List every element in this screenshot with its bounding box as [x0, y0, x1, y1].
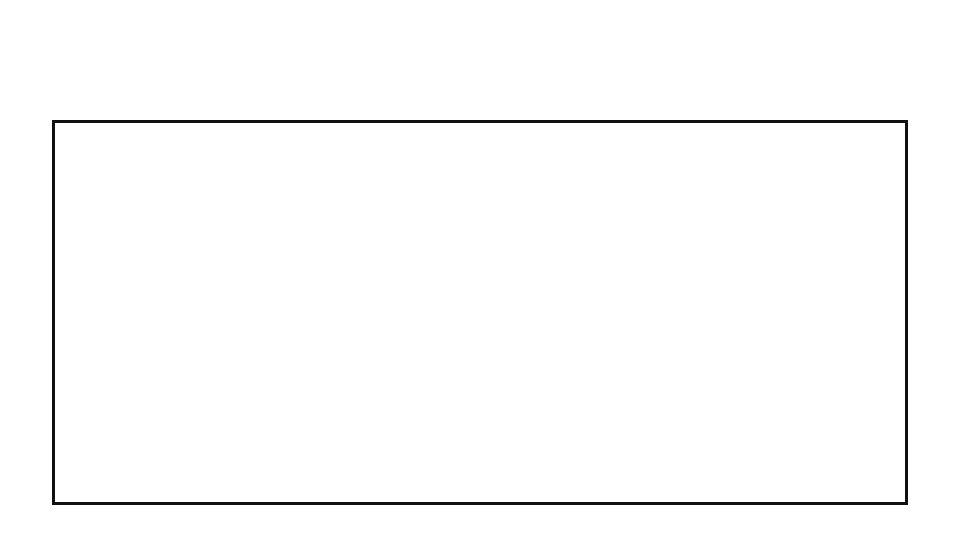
name-table	[52, 120, 908, 505]
